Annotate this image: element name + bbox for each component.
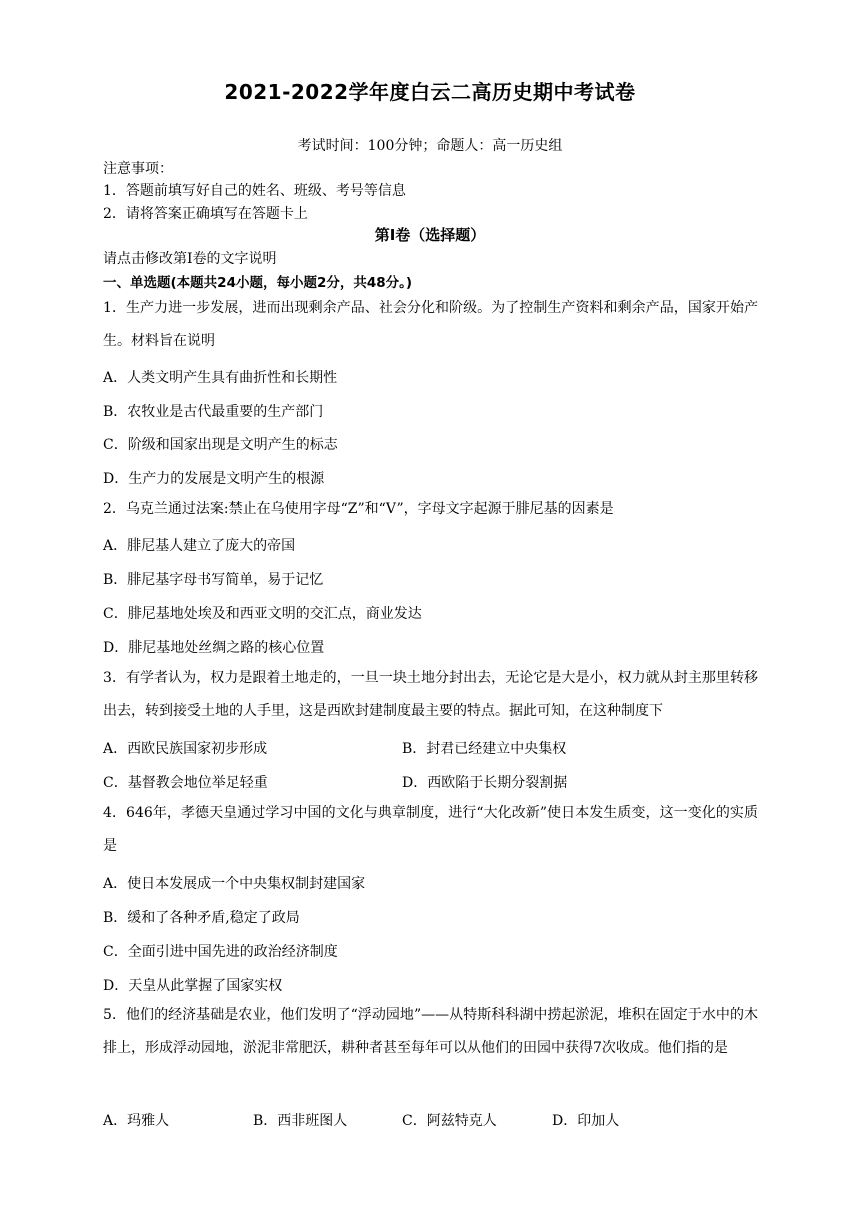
question-option: C．腓尼基地处埃及和西亚文明的交汇点，商业发达 <box>103 606 422 622</box>
question-option: B．农牧业是古代最重要的生产部门 <box>103 404 324 420</box>
question-option: C．全面引进中国先进的政治经济制度 <box>103 944 338 960</box>
notice-item: 2．请将答案正确填写在答题卡上 <box>103 206 308 222</box>
question-option: D．腓尼基地处丝绸之路的核心位置 <box>103 640 325 656</box>
exam-title: 2021-2022学年度白云二高历史期中考试卷 <box>224 80 636 104</box>
notice-heading: 注意事项： <box>103 161 173 177</box>
question-option: A．人类文明产生具有曲折性和长期性 <box>103 370 338 386</box>
question-stem: 4．646年，孝德天皇通过学习中国的文化与典章制度，进行“大化改新”使日本发生质变，这一变化的实质是 <box>103 805 758 854</box>
question-option: B．西非班图人 <box>253 1113 348 1129</box>
notice-item: 1．答题前填写好自己的姓名、班级、考号等信息 <box>103 183 406 199</box>
exam-subtitle: 考试时间：100分钟；命题人：高一历史组 <box>297 138 563 154</box>
section-title: 第Ⅰ卷（选择题） <box>374 226 486 244</box>
question-option: C．阶级和国家出现是文明产生的标志 <box>103 437 338 453</box>
question-option: B．封君已经建立中央集权 <box>402 741 567 757</box>
section-note: 请点击修改第Ⅰ卷的文字说明 <box>103 251 277 267</box>
question-option: D．印加人 <box>552 1113 620 1129</box>
question-option: A．使日本发展成一个中央集权制封建国家 <box>103 876 366 892</box>
question-stem: 3．有学者认为，权力是跟着土地走的，一旦一块土地分封出去，无论它是大是小，权力就从封主那里转移出去，转到接受土地的人手里，这是西欧封建制度最主要的特点。据此可知，在这种制度下 <box>103 670 758 719</box>
question-stem: 2．乌克兰通过法案:禁止在乌使用字母“Z”和“V”，字母文字起源于腓尼基的因素是 <box>103 501 614 517</box>
question-option: C．阿兹特克人 <box>402 1113 497 1129</box>
question-option: C．基督教会地位举足轻重 <box>103 775 268 791</box>
question-option: A．腓尼基人建立了庞大的帝国 <box>103 538 296 554</box>
question-option: B．缓和了各种矛盾,稳定了政局 <box>103 910 300 926</box>
question-option: A．玛雅人 <box>103 1113 170 1129</box>
question-option: A．西欧民族国家初步形成 <box>103 741 268 757</box>
part-heading: 一、单选题(本题共24小题，每小题2分，共48分。) <box>103 275 413 291</box>
question-option: D．生产力的发展是文明产生的根源 <box>103 471 325 487</box>
question-option: B．腓尼基字母书写简单，易于记忆 <box>103 572 324 588</box>
question-option: D．西欧陷于长期分裂割据 <box>402 775 568 791</box>
question-option: D．天皇从此掌握了国家实权 <box>103 978 283 994</box>
question-stem: 5．他们的经济基础是农业，他们发明了“浮动园地”——从特斯科科湖中捞起淤泥，堆积在固定于水中的木排上，形成浮动园地，淤泥非常肥沃，耕种者甚至每年可以从他们的田园中获得7次收成。他们指的是 <box>103 1007 758 1056</box>
question-stem: 1．生产力进一步发展，进而出现剩余产品、社会分化和阶级。为了控制生产资料和剩余产品，国家开始产生。材料旨在说明 <box>103 300 758 349</box>
